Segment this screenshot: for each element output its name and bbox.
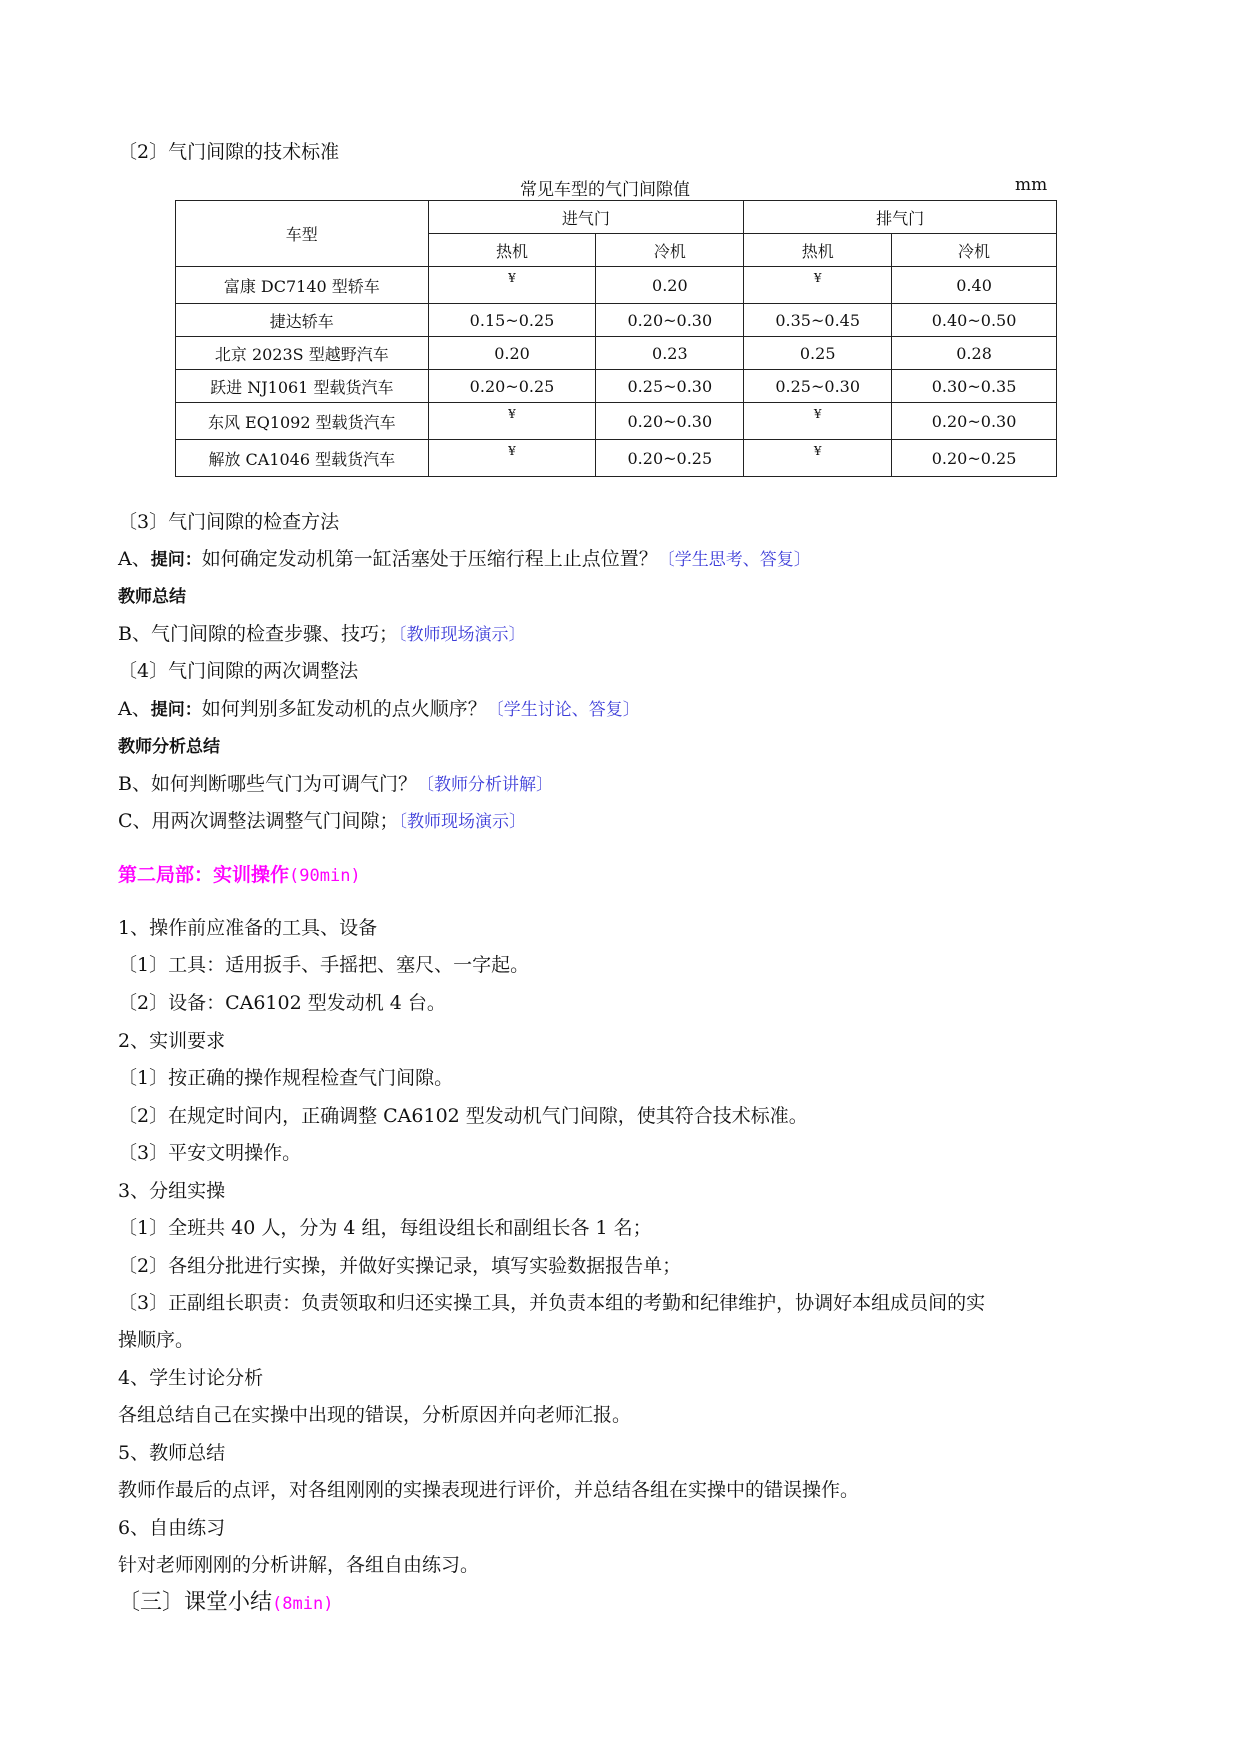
step-3-item-1: 〔1〕全班共 40 人，分为 4 组，每组设组长和副组长各 1 名； (118, 1217, 652, 1239)
step-5-text: 教师作最后的点评，对各组刚刚的实操表现进行评价，并总结各组在实操中的错误操作。 (118, 1479, 860, 1501)
valve-clearance-table (175, 200, 1057, 477)
cell-intake-hot: ¥ (428, 403, 596, 440)
header-exhaust-hot: 热机 (744, 234, 892, 267)
step-2-item-3: 〔3〕平安文明操作。 (118, 1142, 302, 1164)
item-3b (118, 621, 525, 648)
teacher-summary-1: 教师总结 (118, 587, 186, 607)
cell-intake-hot: 0.20 (428, 337, 596, 370)
cell-exhaust-hot: 0.35~0.45 (744, 304, 892, 337)
cell-model: 跃进 NJ1061 型载货汽车 (176, 370, 429, 403)
section-4-heading: 〔4〕气门间隙的两次调整法 (118, 660, 359, 682)
step-6-text: 针对老师刚刚的分析讲解，各组自由练习。 (118, 1554, 480, 1576)
cell-model: 东风 EQ1092 型载货汽车 (176, 403, 429, 440)
cell-intake-cold: 0.23 (596, 337, 744, 370)
step-1: 1、操作前应准备的工具、设备 (118, 917, 378, 939)
step-3-item-2: 〔2〕各组分批进行实操，并做好实操记录，填写实验数据报告单； (118, 1255, 682, 1277)
part-3-heading-text: 〔三〕课堂小结 (118, 1590, 273, 1615)
header-model: 车型 (176, 201, 429, 267)
question-4a-prefix: A、 (118, 698, 151, 720)
question-4a-text: 如何判别多缸发动机的点火顺序？ (201, 698, 487, 720)
cell-model: 北京 2023S 型越野汽车 (176, 337, 429, 370)
cell-exhaust-hot: ¥ (744, 267, 892, 304)
step-5: 5、教师总结 (118, 1442, 226, 1464)
header-intake-hot: 热机 (428, 234, 596, 267)
cell-exhaust-cold: 0.40 (892, 267, 1057, 304)
cell-intake-hot: 0.20~0.25 (428, 370, 596, 403)
step-1-tools: 〔1〕工具：适用扳手、手摇把、塞尺、一字起。 (118, 954, 530, 976)
table-row (176, 370, 1057, 403)
table-row (176, 337, 1057, 370)
part-2-time: (90min) (289, 866, 361, 886)
step-4: 4、学生讨论分析 (118, 1367, 264, 1389)
cell-exhaust-hot: 0.25~0.30 (744, 370, 892, 403)
item-4b-text: B、如何判断哪些气门为可调气门？ (118, 773, 417, 795)
cell-exhaust-cold: 0.28 (892, 337, 1057, 370)
step-6: 6、自由练习 (118, 1517, 226, 1539)
question-3a (118, 546, 811, 573)
header-intake-cold: 冷机 (596, 234, 744, 267)
header-exhaust-cold: 冷机 (892, 234, 1057, 267)
question-4a (118, 696, 640, 723)
table-unit: mm (1015, 175, 1048, 195)
step-2-item-1: 〔1〕按正确的操作规程检查气门间隙。 (118, 1067, 454, 1089)
header-exhaust: 排气门 (744, 201, 1057, 234)
step-1-equipment: 〔2〕设备：CA6102 型发动机 4 台。 (118, 992, 446, 1014)
cell-intake-cold: 0.20 (596, 267, 744, 304)
question-3a-text: 如何确定发动机第一缸活塞处于压缩行程上止点位置？ (201, 548, 658, 570)
table-caption: 常见车型的气门间隙值 (520, 180, 690, 200)
step-3: 3、分组实操 (118, 1180, 226, 1202)
step-2-item-2: 〔2〕在规定时间内，正确调整 CA6102 型发动机气门间隙，使其符合技术标准。 (118, 1105, 808, 1127)
cell-intake-hot: 0.15~0.25 (428, 304, 596, 337)
step-2: 2、实训要求 (118, 1030, 226, 1052)
question-3a-prefix: A、 (118, 548, 151, 570)
table-row (176, 440, 1057, 477)
section-2-heading: 〔2〕气门间隙的技术标准 (118, 141, 340, 163)
part-2-heading (118, 862, 361, 889)
item-4b-note: 〔教师分析讲解〕 (416, 775, 553, 795)
part-3-heading (118, 1590, 333, 1617)
item-4c-text: C、用两次调整法调整气门间隙； (118, 810, 399, 832)
item-3b-text: B、气门间隙的检查步骤、技巧； (118, 623, 398, 645)
cell-intake-cold: 0.20~0.30 (596, 403, 744, 440)
cell-exhaust-hot: 0.25 (744, 337, 892, 370)
table-row (176, 403, 1057, 440)
cell-exhaust-hot: ¥ (744, 440, 892, 477)
cell-exhaust-cold: 0.20~0.30 (892, 403, 1057, 440)
teacher-summary-2: 教师分析总结 (118, 737, 220, 757)
question-4a-note: 〔学生讨论、答复〕 (486, 700, 640, 720)
cell-exhaust-cold: 0.40~0.50 (892, 304, 1057, 337)
cell-model: 解放 CA1046 型载货汽车 (176, 440, 429, 477)
item-4b (118, 771, 553, 798)
header-intake: 进气门 (428, 201, 744, 234)
step-4-text: 各组总结自己在实操中出现的错误，分析原因并向老师汇报。 (118, 1404, 632, 1426)
cell-intake-cold: 0.25~0.30 (596, 370, 744, 403)
step-3-item-3-cont: 操顺序。 (118, 1329, 195, 1351)
section-3-heading: 〔3〕气门间隙的检查方法 (118, 511, 340, 533)
item-4c-note: 〔教师现场演示〕 (398, 812, 527, 832)
cell-exhaust-cold: 0.30~0.35 (892, 370, 1057, 403)
cell-model: 捷达轿车 (176, 304, 429, 337)
part-3-time: (8min) (272, 1594, 334, 1614)
cell-intake-cold: 0.20~0.25 (596, 440, 744, 477)
cell-exhaust-hot: ¥ (744, 403, 892, 440)
cell-intake-hot: ¥ (428, 267, 596, 304)
question-3a-label: 提问： (150, 550, 202, 570)
question-3a-note: 〔学生思考、答复〕 (657, 550, 811, 570)
item-4c (118, 808, 526, 835)
item-3b-note: 〔教师现场演示〕 (397, 625, 526, 645)
cell-intake-hot: ¥ (428, 440, 596, 477)
table-row (176, 267, 1057, 304)
part-2-heading-text: 第二局部：实训操作 (118, 864, 290, 886)
step-3-item-3: 〔3〕正副组长职责：负责领取和归还实操工具，并负责本组的考勤和纪律维护，协调好本组成员间的实 (118, 1292, 986, 1314)
cell-intake-cold: 0.20~0.30 (596, 304, 744, 337)
cell-exhaust-cold: 0.20~0.25 (892, 440, 1057, 477)
table-row (176, 304, 1057, 337)
question-4a-label: 提问： (150, 700, 202, 720)
cell-model: 富康 DC7140 型轿车 (176, 267, 429, 304)
